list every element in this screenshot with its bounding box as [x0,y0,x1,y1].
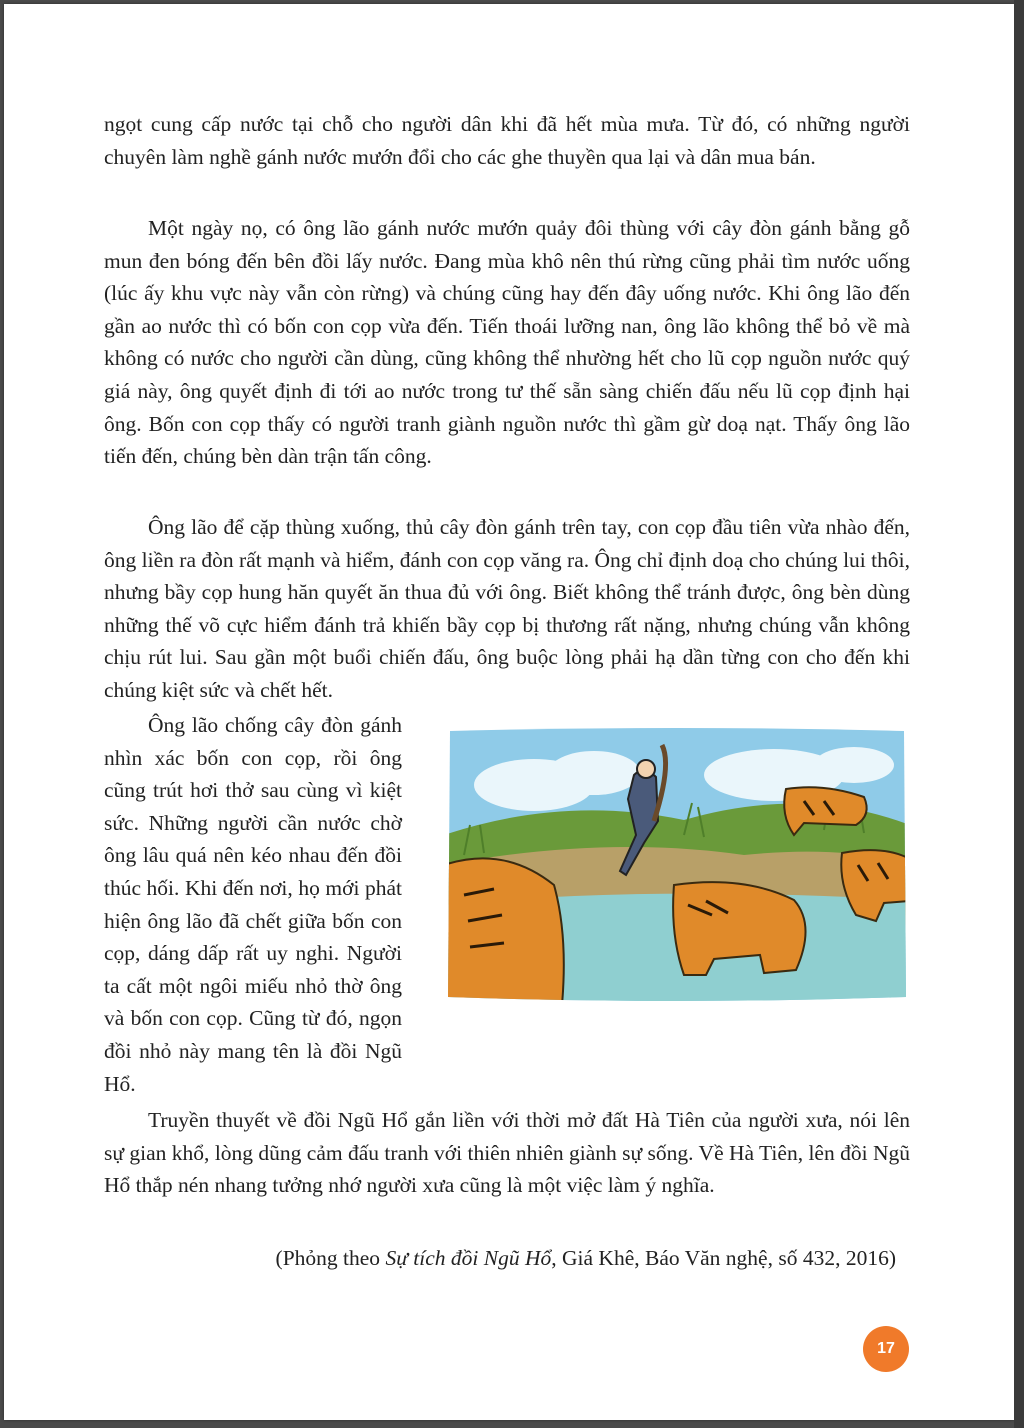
paragraph-3-text: Ông lão để cặp thùng xuống, thủ cây đòn gánh trên tay, con cọp đầu tiên vừa nhào đến, ông liền ra đòn rất mạnh và hiểm, đánh con cọp văng ra. Ông chỉ định doạ cho chúng lui thôi, nhưng bầy cọp hung hăn quyết ăn thua đủ với ông. Biết không thể tránh được, ông bèn dùng những thế võ cực hiểm đánh trả khiến bầy cọp bị thương rất nặng, nhưng chúng vẫn không chịu rút lui. Sau gần một buổi chiến đấu, ông buộc lòng phải hạ dần từng con cho đến khi chúng kiệt sức và chết hết. [104,515,910,702]
paragraph-2 [104,212,910,473]
source-prefix: (Phỏng theo [275,1246,386,1270]
paragraph-5 [104,1104,910,1202]
old-man-fighting-tigers-illustration [444,715,910,1079]
page-edge [1014,0,1024,1428]
paragraph-5-text: Truyền thuyết về đồi Ngũ Hổ gắn liền với thời mở đất Hà Tiên của người xưa, nói lên sự gian khổ, lòng dũng cảm đấu tranh với thiên nhiên giành sự sống. Về Hà Tiên, lên đồi Ngũ Hổ thắp nén nhang tưởng nhớ người xưa cũng là một việc làm ý nghĩa. [104,1108,910,1198]
tiger-scene-icon [444,725,910,1005]
page-number: 17 [877,1340,895,1357]
page-number-badge [863,1326,909,1372]
book-page [4,4,1014,1420]
source-suffix: , Giá Khê, Báo Văn nghệ, số 432, 2016) [551,1246,896,1270]
paragraph-4 [104,709,910,1100]
paragraph-2-text: Một ngày nọ, có ông lão gánh nước mướn quảy đôi thùng với cây đòn gánh bằng gỗ mun đen bóng đến bên đồi lấy nước. Đang mùa khô nên thú rừng cũng phải tìm nước uống (lúc ấy khu vực này vẫn còn rừng) và chúng cũng hay đến đây uống nước. Khi ông lão đến gần ao nước thì có bốn con cọp vừa đến. Tiến thoái lưỡng nan, ông lão không thể bỏ về mà không có nước cho người cần dùng, cũng không thể nhường hết cho lũ cọp nguồn nước quý giá này, ông quyết định đi tới ao nước trong tư thế sẵn sàng chiến đấu nếu lũ cọp định hại ông. Bốn con cọp thấy có người tranh giành nguồn nước thì gầm gừ doạ nạt. Thấy ông lão tiến đến, chúng bèn dàn trận tấn công. [104,216,910,469]
paragraph-3 [104,511,910,707]
paragraph-1-text: ngọt cung cấp nước tại chỗ cho người dân khi đã hết mùa mưa. Từ đó, có những người chuyên làm nghề gánh nước mướn đổi cho các ghe thuyền qua lại và dân mua bán. [104,112,910,169]
paragraph-1 [104,108,910,173]
source-citation [276,1242,896,1274]
paragraph-4-text: Ông lão chống cây đòn gánh nhìn xác bốn con cọp, rồi ông cũng trút hơi thở sau cùng vì kiệt sức. Những người cần nước chờ ông lâu quá nên kéo nhau đến đồi thúc hối. Khi đến nơi, họ mới phát hiện ông lão đã chết giữa bốn con cọp, dáng dấp rất uy nghi. Người ta cất một ngôi miếu nhỏ thờ ông và bốn con cọp. Cũng từ đó, ngọn đồi nhỏ này mang tên là đồi Ngũ Hổ. [104,713,402,1096]
source-title: Sự tích đồi Ngũ Hổ [385,1246,552,1270]
